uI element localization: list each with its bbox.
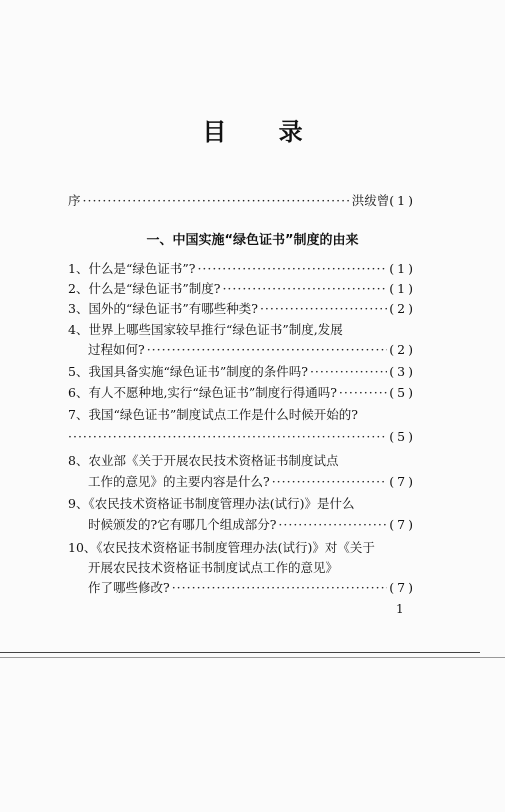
entry-text: 世界上哪些国家较早推行“绿色证书”制度,发展: [88, 322, 343, 337]
leader-dots: [68, 429, 387, 445]
toc-preface: [68, 193, 416, 209]
leader-dots: [339, 385, 387, 401]
entry-text: 《农民技术资格证书制度管理办法(试行)》对《关于: [96, 540, 375, 555]
entry-page: (5): [389, 429, 416, 444]
entry-page: (3): [389, 364, 416, 379]
leader-dots: [83, 193, 350, 209]
entry-number: 7、: [68, 407, 89, 422]
entry-text: 作了哪些修改?: [88, 580, 170, 595]
entry-text: 国外的“绿色证书”有哪些种类?: [88, 301, 258, 316]
leader-dots: [272, 474, 388, 490]
toc-entry-continuation: [88, 580, 416, 596]
toc-entry: [68, 364, 416, 380]
entry-text: 什么是“绿色证书”制度?: [88, 281, 221, 296]
entry-number: 8、: [68, 453, 89, 468]
leader-dots: [172, 580, 388, 596]
entry-number: 6、: [68, 385, 89, 400]
toc-entry-continuation: [88, 517, 416, 533]
leader-dots: [147, 342, 388, 358]
entry-page: (2): [389, 342, 416, 357]
page-number: 1: [396, 602, 404, 616]
toc-entry: [68, 540, 416, 556]
section-heading: 一、中国实施“绿色证书”制度的由来: [146, 233, 359, 248]
entry-text: 什么是“绿色证书”?: [88, 261, 196, 276]
entry-number: 9、: [68, 496, 89, 511]
entry-text: 有人不愿种地,实行“绿色证书”制度行得通吗?: [88, 385, 337, 400]
toc-entry-continuation: [88, 474, 416, 490]
leader-dots: [278, 517, 387, 533]
entry-page: (1): [389, 261, 416, 276]
entry-number: 1、: [68, 261, 89, 276]
entry-text: 《农民技术资格证书制度管理办法(试行)》是什么: [88, 496, 355, 511]
toc-entry: [68, 261, 416, 277]
toc-entry: [68, 281, 416, 297]
entry-text: 工作的意见》的主要内容是什么?: [88, 474, 270, 489]
entry-page: (7): [389, 517, 416, 532]
toc-entry-continuation: [88, 342, 416, 358]
preface-label: 序: [68, 193, 81, 208]
entry-page: (1): [389, 281, 416, 296]
leader-dots: [260, 301, 387, 317]
entry-text: 农业部《关于开展农民技术资格证书制度试点: [88, 453, 339, 468]
toc-entry-continuation: [88, 560, 416, 576]
toc-entry: [68, 453, 416, 469]
toc-entry: [68, 496, 416, 512]
entry-text: 过程如何?: [88, 342, 145, 357]
entry-page: (7): [389, 474, 416, 489]
preface-page: (1): [389, 193, 416, 208]
bottom-rule: [0, 652, 480, 653]
preface-author: 洪绂曾: [351, 193, 390, 208]
entry-number: 2、: [68, 281, 89, 296]
entry-page: (2): [389, 301, 416, 316]
entry-text: 我国具备实施“绿色证书”制度的条件吗?: [88, 364, 308, 379]
leader-dots: [310, 364, 387, 380]
toc-entry: [68, 322, 416, 338]
entry-page: (5): [389, 385, 416, 400]
leader-dots: [197, 261, 387, 277]
entry-number: 3、: [68, 301, 89, 316]
entry-number: 4、: [68, 322, 89, 337]
entry-text: 我国“绿色证书”制度试点工作是什么时候开始的?: [88, 407, 358, 422]
toc-entry-continuation: [68, 429, 416, 445]
entry-text: 时候颁发的?它有哪几个组成部分?: [88, 517, 277, 532]
leader-dots: [222, 281, 387, 297]
entry-page: (7): [389, 580, 416, 595]
page-title: 目 录: [202, 118, 325, 146]
entry-number: 10、: [68, 540, 97, 555]
toc-entry: [68, 301, 416, 317]
entry-text: 开展农民技术资格证书制度试点工作的意见》: [88, 560, 339, 575]
bottom-rule-shadow: [0, 657, 505, 658]
entry-number: 5、: [68, 364, 89, 379]
toc-entry: [68, 407, 416, 423]
toc-entry: [68, 385, 416, 401]
